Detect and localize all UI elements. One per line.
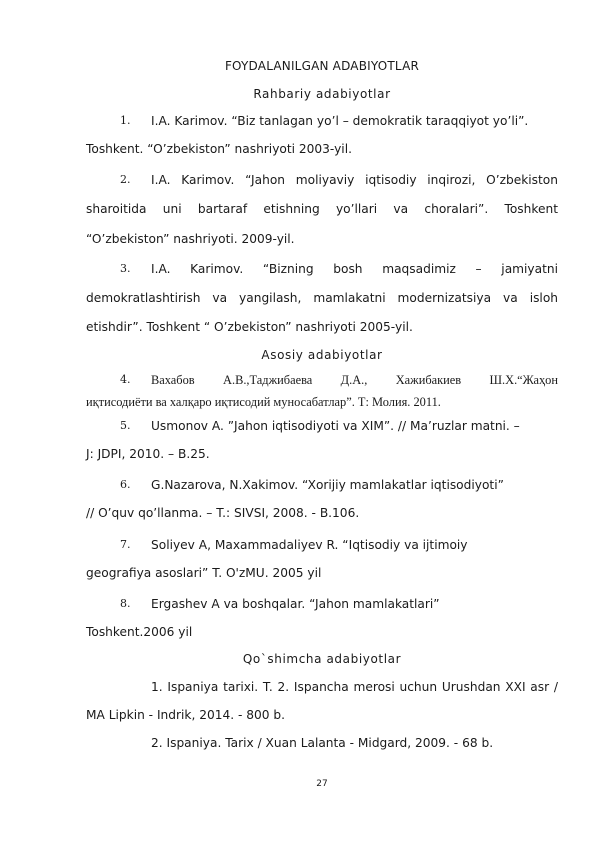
reference-text: Вахабов А.В.,Таджибаева Д.А., Хажибакиев Ш.Х.“Жаҳон <box>151 373 558 387</box>
reference-text-continued: demokratlashtirish va yangilash, mamlakatni modernizatsiya va isloh <box>86 291 558 305</box>
reference-number: 5. <box>120 419 131 432</box>
reference-text: Usmonov A. ”Jahon iqtisodiyoti va XIM”. // Ma’ruzlar matni. – <box>151 419 520 433</box>
reference-number: 2. <box>120 173 131 186</box>
reference-number: 8. <box>120 597 131 610</box>
reference-text-continued: Toshkent. “O’zbekiston” nashriyoti 2003-yil. <box>86 142 352 156</box>
reference-text: G.Nazarova, N.Xakimov. “Xorijiy mamlakatlar iqtisodiyoti” <box>151 478 504 492</box>
reference-number: 3. <box>120 262 131 275</box>
reference-text: Soliyev A, Maxammadaliyev R. “Iqtisodiy va ijtimoiy <box>151 538 468 552</box>
extra-reference-item <box>86 679 558 695</box>
reference-number: 1. <box>120 114 131 127</box>
reference-text-continued: // O’quv qo’llanma. – T.: SIVSI, 2008. - B.106. <box>86 506 360 520</box>
reference-item <box>86 261 558 277</box>
page-title: FOYDALANILGAN ADABIYOTLAR <box>224 59 420 73</box>
page-number: 27 <box>316 779 328 789</box>
reference-item <box>86 172 558 188</box>
section-heading-basic: Asosiy adabiyotlar <box>261 348 383 362</box>
reference-number: 7. <box>120 538 131 551</box>
reference-text: 2. Ispaniya. Tarix / Xuan Lalanta - Midgard, 2009. - 68 b. <box>151 736 494 750</box>
reference-item <box>86 372 558 388</box>
reference-number: 4. <box>120 373 131 386</box>
reference-number: 6. <box>120 478 131 491</box>
reference-text: 1. Ispaniya tarixi. T. 2. Ispancha merosi uchun Urushdan XXI asr / <box>151 680 558 694</box>
reference-text-continued: иқтисодиёти ва халқаро иқтисодий муносабатлар”. Т: Молия. 2011. <box>86 395 441 409</box>
section-heading-main: Rahbariy adabiyotlar <box>253 87 391 101</box>
reference-text-continued: “O’zbekiston” nashriyoti. 2009-yil. <box>86 232 295 246</box>
reference-text-continued: etishdir”. Toshkent “ O’zbekiston” nashriyoti 2005-yil. <box>86 320 413 334</box>
reference-text-continued: MA Lipkin - Indrik, 2014. - 800 b. <box>86 708 285 722</box>
reference-text: Ergashev A va boshqalar. “Jahon mamlakatlari” <box>151 597 440 611</box>
reference-text: I.A. Karimov. “Bizning bosh maqsadimiz – jamiyatni <box>151 262 558 276</box>
reference-text: I.A. Karimov. “Jahon moliyaviy iqtisodiy inqirozi, O’zbekiston <box>151 173 558 187</box>
reference-text-continued: sharoitida uni bartaraf etishning yo’llari va choralari”. Toshkent <box>86 202 558 216</box>
reference-text-continued: J: JDPI, 2010. – B.25. <box>86 447 210 461</box>
reference-text-continued: geografiya asoslari” T. O'zMU. 2005 yil <box>86 566 322 580</box>
reference-text: I.A. Karimov. “Biz tanlagan yo’l – demokratik taraqqiyot yo’li”. <box>151 114 529 128</box>
reference-text-continued: Toshkent.2006 yil <box>86 625 193 639</box>
section-heading-extra: Qo`shimcha adabiyotlar <box>242 652 402 666</box>
